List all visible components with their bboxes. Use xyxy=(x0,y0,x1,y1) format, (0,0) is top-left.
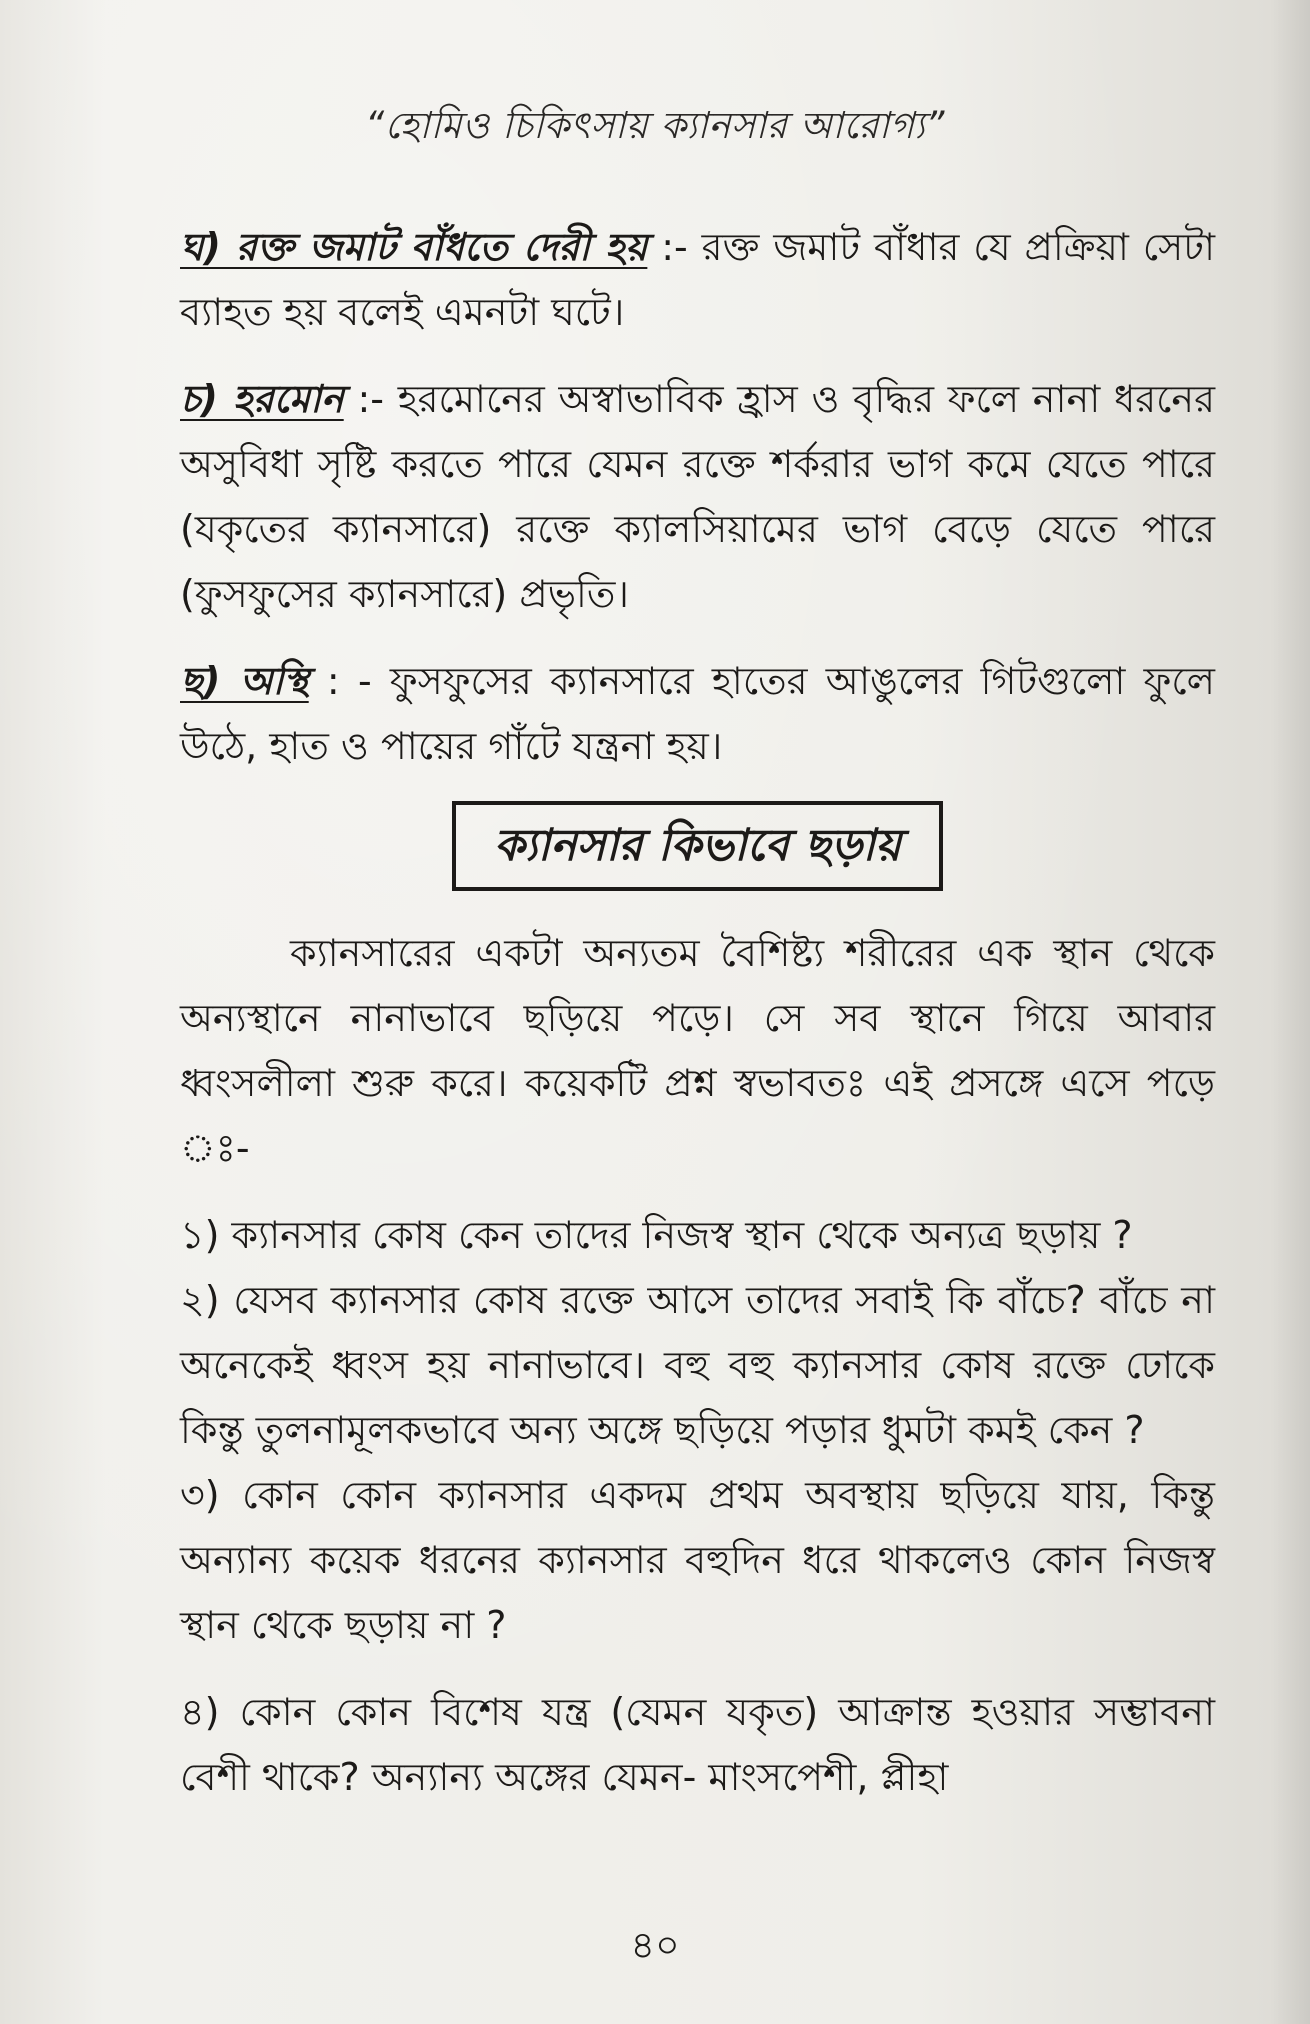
intro-paragraph: ক্যানসারের একটা অন্যতম বৈশিষ্ট্য শরীরের এক স্থান থেকে অন্যস্থানে নানাভাবে ছড়িয়ে পড়ে। সে সব স্থানে গিয়ে আবার ধ্বংসলীলা শুরু করে। কয়েকটি প্রশ্ন স্বভাবতঃ এই প্রসঙ্গে এসে পড়ে ঃ- xyxy=(180,931,1215,1170)
running-header: “হোমিও চিকিৎসায় ক্যানসার আরোগ্য” xyxy=(365,104,945,147)
term-blood-clotting: ঘ) রক্ত জমাট বাঁধতে দেরী হয় xyxy=(180,225,648,269)
page-edge-shadow xyxy=(1270,0,1310,2024)
paragraph-bone xyxy=(180,649,1215,779)
question-4: ৪) কোন কোন বিশেষ যন্ত্র (যেমন যকৃত) আক্রান্ত হওয়ার সম্ভাবনা বেশী থাকে? অন্যান্য অঙ্গের যেমন- মাংসপেশী, প্লীহা xyxy=(180,1690,1215,1799)
paragraph-text: :- হরমোনের অস্বাভাবিক হ্রাস ও বৃদ্ধির ফলে নানা ধরনের অসুবিধা সৃষ্টি করতে পারে যেমন রক্তে শর্করার ভাগ কমে যেতে পারে (যকৃতের ক্যানসারে) রক্তে ক্যালসিয়ামের ভাগ বেড়ে যেতে পারে (ফুসফুসের ক্যানসারে) প্রভৃতি। xyxy=(180,377,1215,616)
paragraph-blood-clotting xyxy=(180,215,1215,345)
page-body xyxy=(180,215,1215,1810)
question-2: ২) যেসব ক্যানসার কোষ রক্তে আসে তাদের সবাই কি বাঁচে? বাঁচে না অনেকেই ধ্বংস হয় নানাভাবে। বহু বহু ক্যানসার কোষ রক্তে ঢোকে কিন্তু তুলনামূলকভাবে অন্য অঙ্গে ছড়িয়ে পড়ার ধুমটা কমই কেন ? xyxy=(180,1278,1215,1452)
paragraph-text: : - ফুসফুসের ক্যানসারে হাতের আঙুলের গিটগুলো ফুলে উঠে, হাত ও পায়ের গাঁটে যন্ত্রনা হয়। xyxy=(180,659,1215,768)
page-number: ৪০ xyxy=(630,1923,680,1967)
question-1: ১) ক্যানসার কোষ কেন তাদের নিজস্ব স্থান থেকে অন্যত্র ছড়ায় ? xyxy=(180,1213,1133,1257)
section-title-box: ক্যানসার কিভাবে ছড়ায় xyxy=(452,801,943,891)
paragraph-text: :- রক্ত জমাট বাঁধার যে প্রক্রিয়া সেটা ব্যাহত হয় বলেই এমনটা ঘটে। xyxy=(180,225,1215,334)
paragraph-hormone xyxy=(180,367,1215,627)
term-bone: ছ) অস্থি xyxy=(180,659,309,703)
question-3: ৩) কোন কোন ক্যানসার একদম প্রথম অবস্থায় ছড়িয়ে যায়, কিন্তু অন্যান্য কয়েক ধরনের ক্যানসার বহুদিন ধরে থাকলেও কোন নিজস্ব স্থান থেকে ছড়ায় না ? xyxy=(180,1473,1215,1647)
term-hormone: চ) হরমোন xyxy=(180,377,344,421)
section-title-wrapper xyxy=(180,801,1215,891)
